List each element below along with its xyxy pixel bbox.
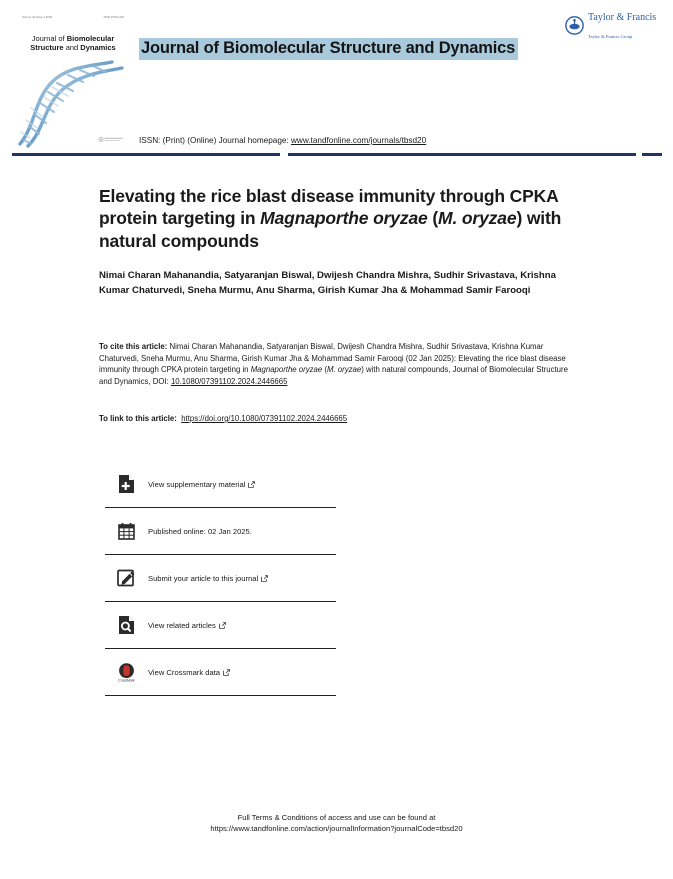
article-title-part-1: Elevating the rice blast disease immunity through CPKA protein targeting in [99,185,558,229]
citation-doi-link[interactable]: 10.1080/07391102.2024.2446665 [170,377,288,387]
action-label [148,574,268,583]
cover-title-journal-of: Journal of [31,34,65,43]
citation-block [99,341,569,388]
action-label [148,480,255,489]
external-link-icon [261,575,268,582]
publisher-name: Taylor & Francis [588,12,657,23]
action-label [148,668,230,677]
action-submit-article[interactable] [105,555,336,602]
supplementary-material-icon [116,473,136,495]
action-label-text: Submit your article to this journal [148,573,259,583]
submit-article-icon [116,567,136,589]
action-view-related-articles[interactable] [105,602,336,649]
article-link-block [99,413,569,425]
cover-title-biomolecular: Biomolecular [66,34,115,43]
journal-title: Journal of Biomolecular Structure and Dynamics [139,38,518,60]
issn-homepage-line [139,136,426,145]
citation-species-2: M. oryzae [326,365,362,375]
taylor-francis-wordmark [588,7,656,43]
article-title-part-3: ) with natural compounds [99,208,562,252]
taylor-francis-emblem-icon [565,16,584,35]
citation-label: To cite this article: [99,342,168,351]
publisher-group: Taylor & Francis Group [588,34,633,39]
footer-terms-line: Full Terms & Conditions of access and use can be found at [237,813,436,822]
cover-issue-meta [22,16,124,21]
related-articles-icon [116,614,136,636]
footer-journal-info-url[interactable]: https://www.tandfonline.com/action/journalInformation?journalCode=tbsd20 [210,824,463,834]
cover-issn-meta: ISSN 0739-1102 [103,16,124,19]
article-action-list [105,461,336,696]
taylor-and-francis-logo [565,12,661,38]
action-label [148,621,226,630]
header-divider-segment-right [642,153,662,156]
action-label-text: Published online: 02 Jan 2025. [148,526,252,536]
crossmark-icon [116,661,136,683]
cover-title-structure: Structure [30,43,64,53]
cover-title-dynamics: Dynamics [80,43,116,53]
cover-publisher-mark-icon [98,136,124,144]
action-label [148,527,252,536]
action-label-text: View supplementary material [148,479,246,489]
article-link-label: To link to this article: [99,414,177,423]
article-title-species-1: Magnaporthe oryzae [260,208,428,229]
dna-helix-icon [18,60,128,148]
action-label-text: View Crossmark data [148,667,221,677]
article-title-part-2: ( [427,208,439,229]
action-view-supplementary-material[interactable] [105,461,336,508]
page-footer [0,812,673,835]
cover-title-and: and [65,43,79,53]
external-link-icon [223,669,230,676]
svg-text:CrossMark: CrossMark [117,678,135,683]
journal-homepage-link[interactable]: www.tandfonline.com/journals/tbsd20 [291,136,427,145]
action-published-online [105,508,336,555]
article-title-species-2: M. oryzae [438,208,517,229]
article-title [99,185,574,253]
citation-species-1: Magnaporthe oryzae [250,365,323,375]
external-link-icon [248,481,255,488]
journal-masthead [0,0,673,158]
calendar-icon [116,520,136,542]
issn-label: ISSN: (Print) (Online) Journal homepage: [139,136,289,145]
action-label-text: View related articles [148,620,216,630]
citation-body-3: ) with natural compounds, Journal of Biomolecular Structure and Dynamics, DOI: [99,365,568,387]
header-divider [0,153,673,156]
journal-cover-thumbnail [18,14,128,148]
author-list: Nimai Charan Mahanandia, Satyaranjan Biswal, Dwijesh Chandra Mishra, Sudhir Srivastava, Krishna Kumar Chaturvedi, Sneha Murmu, Anu Sharma, Girish Kumar Jha & Mohammad Samir Farooqi [99,270,556,296]
article-doi-url[interactable]: https://doi.org/10.1080/07391102.2024.2446665 [181,414,348,423]
action-view-crossmark-data[interactable] [105,649,336,696]
cover-title [18,34,128,53]
header-divider-segment-mid [288,153,636,156]
cover-volume-meta: Volume 43 Issue 1 2025 [22,16,53,19]
citation-body-2: ( [322,365,327,375]
external-link-icon [219,622,226,629]
header-divider-segment-left [12,153,280,156]
citation-body-1: Nimai Charan Mahanandia, Satyaranjan Biswal, Dwijesh Chandra Mishra, Sudhir Srivastava, Krishna Kumar Chaturvedi, Sneha Murmu, Anu Sharma, Girish Kumar Jha & Mohammad Samir Farooqi (02 Jan 2025): Elevating the rice blast disease immunity through CPKA protein targeting in [99,342,566,375]
